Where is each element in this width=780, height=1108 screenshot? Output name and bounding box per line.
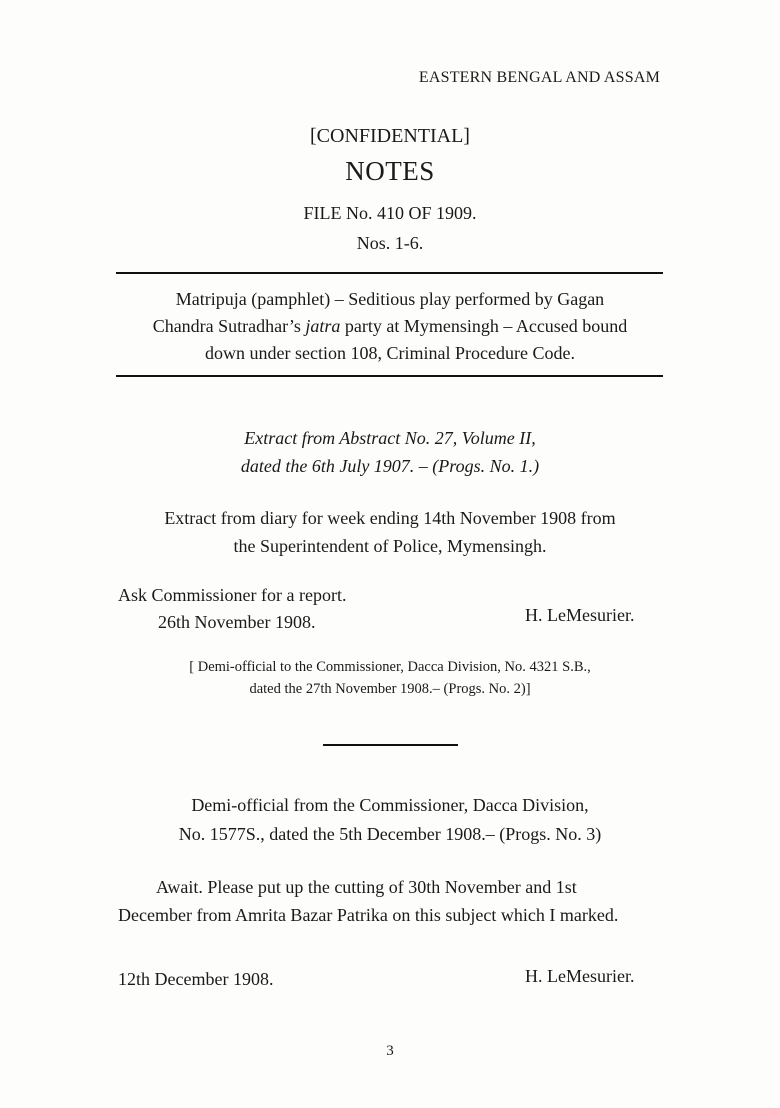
subject-block bbox=[0, 286, 780, 367]
demi-official-from-line-1: Demi-official from the Commissioner, Dacca Division, bbox=[191, 795, 589, 815]
section-divider bbox=[323, 744, 458, 746]
proceedings-numbers: Nos. 1-6. bbox=[356, 233, 424, 253]
extract-abstract bbox=[0, 424, 780, 480]
demi-official-from-line-2: No. 1577S., dated the 5th December 1908.– (Progs. No. 3) bbox=[178, 824, 602, 844]
extract-abstract-line-1: Extract from Abstract No. 27, Volume II, bbox=[244, 428, 536, 448]
minute-2-signature: H. LeMesurier. bbox=[525, 966, 635, 986]
extract-abstract-line-2: dated the 6th July 1907. – (Progs. No. 1.) bbox=[240, 456, 540, 476]
extract-diary-line-1: Extract from diary for week ending 14th November 1908 from bbox=[164, 508, 616, 528]
subject-top-rule bbox=[116, 272, 663, 274]
minute-1-signature: H. LeMesurier. bbox=[525, 605, 635, 625]
subject-line-2-pre: Chandra Sutradhar’s bbox=[152, 316, 306, 336]
demi-official-from bbox=[0, 791, 780, 849]
minute-1-text: Ask Commissioner for a report. bbox=[118, 585, 347, 605]
page-title: NOTES bbox=[345, 156, 435, 186]
extract-diary-line-2: the Superintendent of Police, Mymensingh. bbox=[233, 536, 547, 556]
subject-line-2 bbox=[0, 313, 780, 340]
minute-2-line-1: Await. Please put up the cutting of 30th November and 1st bbox=[156, 877, 577, 897]
demi-official-to-line-1: [ Demi-official to the Commissioner, Dacca Division, No. 4321 S.B., bbox=[189, 659, 591, 675]
minute-1-date: 26th November 1908. bbox=[158, 612, 316, 632]
subject-jatra-word: jatra bbox=[305, 316, 341, 336]
minute-2-line-2: December from Amrita Bazar Patrika on this subject which I marked. bbox=[118, 905, 619, 925]
subject-line-3: down under section 108, Criminal Procedure Code. bbox=[205, 343, 575, 363]
file-number: FILE No. 410 OF 1909. bbox=[303, 203, 477, 223]
confidential-label: [CONFIDENTIAL] bbox=[310, 125, 470, 147]
running-head: EASTERN BENGAL AND ASSAM bbox=[418, 69, 660, 86]
extract-diary bbox=[0, 504, 780, 560]
subject-line-1: Matripuja (pamphlet) – Seditious play performed by Gagan bbox=[175, 289, 605, 309]
minute-2-date: 12th December 1908. bbox=[118, 969, 274, 989]
demi-official-to-line-2: dated the 27th November 1908.– (Progs. No. 2)] bbox=[249, 681, 531, 697]
subject-line-2-post: party at Mymensingh – Accused bound bbox=[340, 316, 628, 336]
subject-bottom-rule bbox=[116, 375, 663, 377]
page-number: 3 bbox=[386, 1043, 394, 1059]
demi-official-to-note bbox=[0, 656, 780, 700]
